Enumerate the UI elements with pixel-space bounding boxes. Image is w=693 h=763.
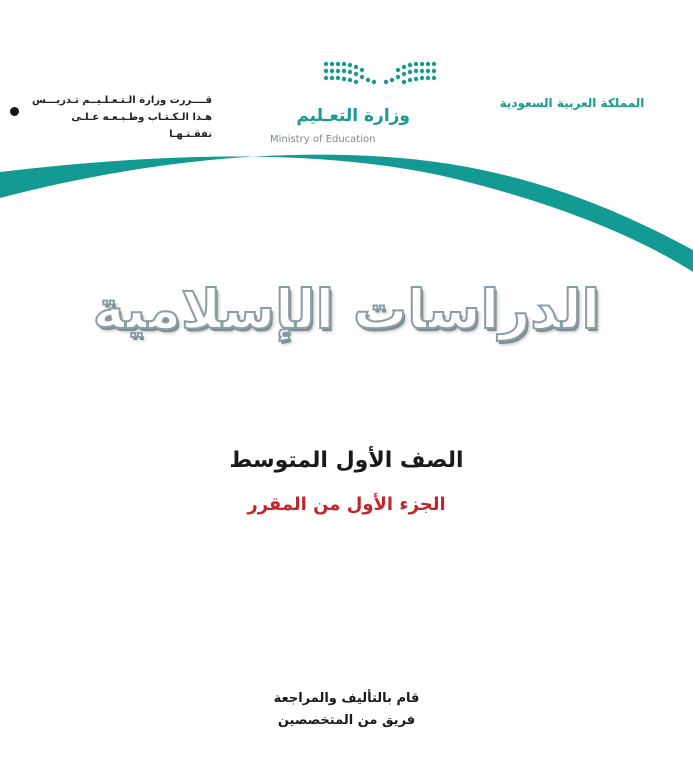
credits-line: فريق من المتخصصين (277, 713, 416, 728)
teal-swoosh-band (0, 150, 693, 290)
grade-level: الصف الأول المتوسط (229, 448, 464, 473)
ministry-name-arabic: وزارة التعـليم (296, 106, 410, 126)
volume-part: الجزء الأول من المقرر (247, 494, 446, 515)
kingdom-label: المملكة العربية السعودية (499, 96, 645, 110)
credits (0, 688, 693, 732)
approval-line: هـذا الـكـتـاب وطـبـعـه عـلـى نفقـتـهـا (71, 112, 212, 140)
ministry-name-english: Ministry of Education (270, 134, 376, 145)
approval-line: قــــررت وزارة الـتـعـلـيــم تـدريـــس (31, 95, 212, 106)
ministry-dots-icon (320, 58, 440, 90)
credits-line: قام بالتأليف والمراجعة (273, 691, 420, 706)
approval-statement (30, 92, 212, 143)
book-title: الدراسات الإسلامية (92, 278, 601, 341)
ministry-logo (262, 58, 442, 153)
bullet-icon (10, 107, 19, 116)
